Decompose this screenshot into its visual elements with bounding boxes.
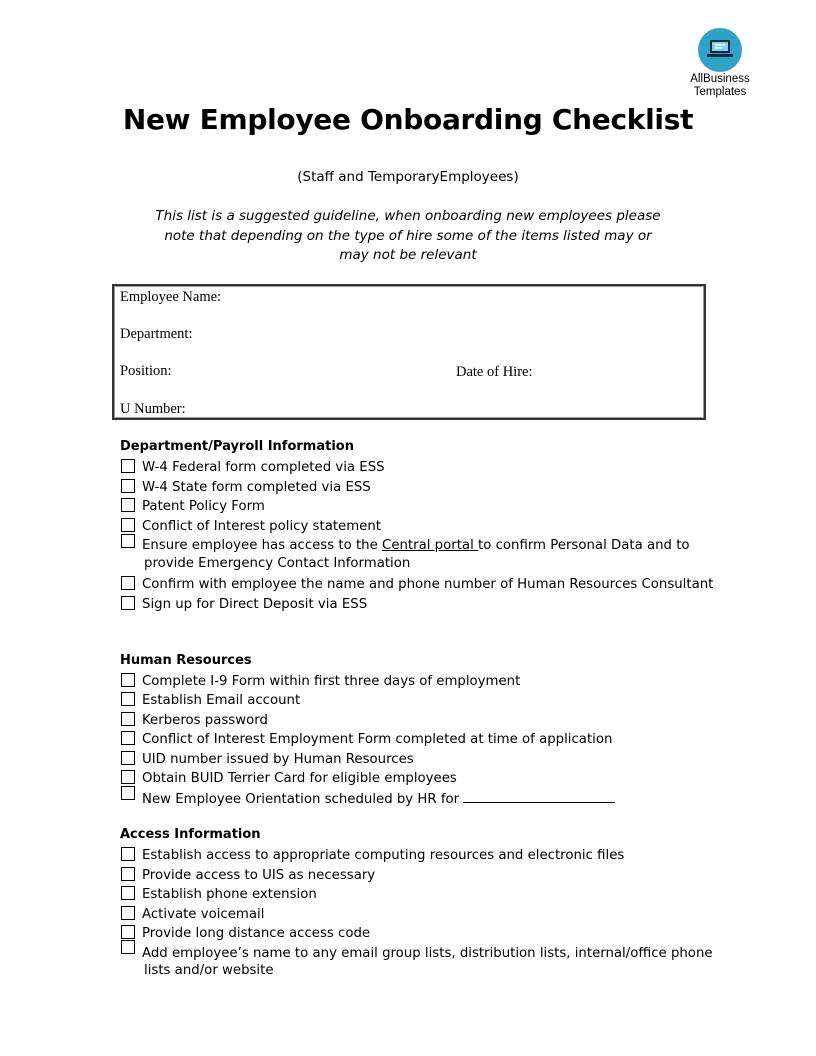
page-title: New Employee Onboarding Checklist [122, 103, 694, 136]
checkbox[interactable] [121, 518, 135, 532]
checkbox[interactable] [121, 479, 135, 493]
item-label: Confirm with employee the name and phone number of Human Resources Consultant [142, 577, 714, 592]
item-label: Provide long distance access code [142, 926, 371, 941]
item-label: Activate voicemail [142, 907, 265, 922]
department-field[interactable]: Department: [120, 326, 193, 342]
section-heading-payroll: Department/Payroll Information [120, 439, 354, 454]
guideline-note: This list is a suggested guideline, when onboarding new employees please note that depending on the type of hire some of the items listed may or may not be relevant [155, 208, 661, 263]
checkbox[interactable] [121, 906, 135, 920]
checkbox[interactable] [121, 847, 135, 861]
checkbox[interactable] [121, 786, 135, 800]
checkbox[interactable] [121, 712, 135, 726]
checkbox[interactable] [121, 731, 135, 745]
checkbox[interactable] [121, 498, 135, 512]
item-label: New Employee Orientation scheduled by HR for [142, 792, 460, 807]
logo-line-2: Templates [693, 86, 747, 98]
item-label: Conflict of Interest Employment Form completed at time of application [142, 732, 613, 747]
item-label: Provide access to UIS as necessary [142, 868, 376, 883]
item-label: Add employee’s name to any email group lists, distribution lists, internal/office phone [142, 946, 713, 961]
section-heading-hr: Human Resources [120, 653, 252, 668]
checkbox[interactable] [121, 770, 135, 784]
u-number-field[interactable]: U Number: [120, 401, 186, 417]
checkbox[interactable] [121, 925, 135, 939]
item-label: Establish access to appropriate computing resources and electronic files [142, 848, 625, 863]
item-label: Kerberos password [142, 713, 268, 728]
item-label: Sign up for Direct Deposit via ESS [142, 597, 368, 612]
checkbox[interactable] [121, 886, 135, 900]
employee-name-field[interactable]: Employee Name: [120, 289, 222, 305]
item-label-continued: to confirm Personal Data and to [478, 538, 690, 553]
checkbox[interactable] [121, 692, 135, 706]
item-continuation: lists and/or website [144, 963, 274, 978]
checkbox[interactable] [121, 596, 135, 610]
checkbox[interactable] [121, 751, 135, 765]
checkbox[interactable] [121, 673, 135, 687]
subtitle: (Staff and TemporaryEmployees) [297, 169, 519, 185]
checkbox[interactable] [121, 534, 135, 548]
employee-info-box [112, 284, 706, 420]
date-of-hire-field[interactable]: Date of Hire: [456, 364, 533, 380]
orientation-date-blank[interactable] [463, 789, 615, 803]
item-label: Patent Policy Form [142, 499, 265, 514]
item-label: Conflict of Interest policy statement [142, 519, 382, 534]
section-heading-access: Access Information [120, 827, 261, 842]
item-label: Establish phone extension [142, 887, 317, 902]
item-label: W-4 Federal form completed via ESS [142, 460, 385, 475]
item-continuation: provide Emergency Contact Information [144, 556, 411, 571]
checkbox[interactable] [121, 459, 135, 473]
item-label: Establish Email account [142, 693, 301, 708]
central-portal-link[interactable]: Central portal [382, 538, 478, 553]
item-label: W-4 State form completed via ESS [142, 480, 371, 495]
checkbox[interactable] [121, 576, 135, 590]
logo-line-1: AllBusiness [690, 73, 750, 85]
item-label: Complete I-9 Form within first three days of employment [142, 674, 521, 689]
item-label: UID number issued by Human Resources [142, 752, 414, 767]
position-field[interactable]: Position: [120, 363, 172, 379]
checkbox[interactable] [121, 867, 135, 881]
item-label: Ensure employee has access to the [142, 538, 378, 553]
allbusiness-logo [688, 28, 752, 99]
item-label: Obtain BUID Terrier Card for eligible employees [142, 771, 457, 786]
laptop-icon [698, 28, 742, 72]
checkbox[interactable] [121, 940, 135, 954]
